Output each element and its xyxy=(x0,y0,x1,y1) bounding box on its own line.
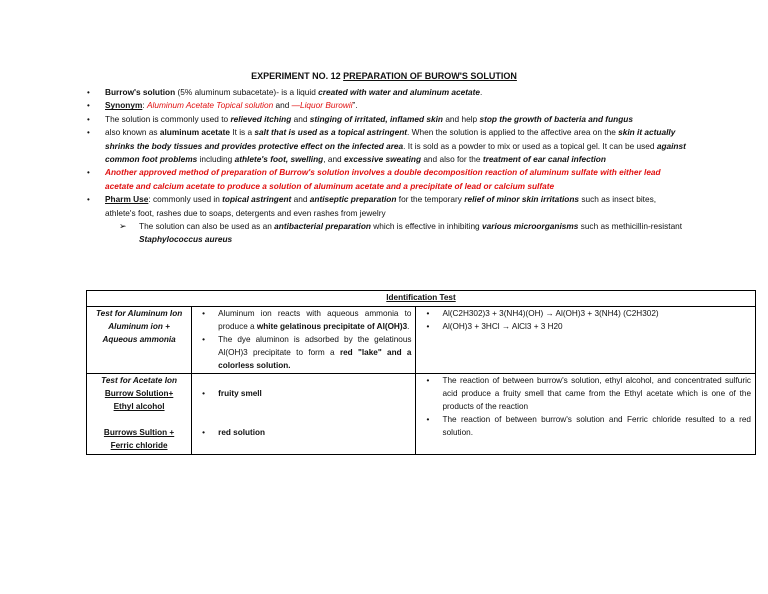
bullet-uses: • The solution is commonly used to relieved itching and stinging of irritated, inflamed skin and help stop the growth of bacteria and fungus xyxy=(86,113,686,126)
title-prefix: EXPERIMENT NO. 12 xyxy=(251,71,344,81)
arrow-bullet-icon: ➢ xyxy=(119,221,127,232)
list-item: • The reaction of between burrow's solution and Ferric chloride resulted to a red solution. xyxy=(426,415,751,438)
bullet-definition: • Burrow's solution (5% aluminum subacetate)- is a liquid created with water and aluminum acetate. xyxy=(86,86,686,99)
aluminum-test-label: Test for Aluminum Ion Aluminum ion + Aqueous ammonia xyxy=(87,306,192,374)
bullet-dot-icon: • xyxy=(202,428,206,438)
list-item: • red solution xyxy=(196,427,411,440)
bullet-dot-icon: • xyxy=(202,334,206,344)
acetate-observations xyxy=(192,374,416,455)
bullet-dot-icon: • xyxy=(87,114,90,124)
title-underlined: PREPARATION OF BUROW'S SOLUTION xyxy=(343,71,517,81)
bullet-astringent: • also known as aluminum acetate It is a salt that is used as a topical astringent. When the solution is applied to the affective area on the skin it actually shrinks the body tissues and provides protective effect on the infected area. It is sold as a powder to mix or used as a topical gel. It can be used against common foot problems including athlete's foot, swelling, and excessive sweating and also for the treatment of ear canal infection xyxy=(87,127,686,165)
list-item: • Al(OH)3 + 3HCl → AlCl3 + 3 H20 xyxy=(420,321,751,334)
bullet-dot-icon: • xyxy=(202,389,206,399)
bullet-dot-icon: • xyxy=(426,321,430,331)
bullet-alternative-method: • Another approved method of preparation of Burrow's solution involves a double decomposition reaction of aluminum sulfate with either lead acetate and calcium acetate to produce a solution of aluminum acetate and a precipitate of lead or calcium sulfate xyxy=(87,167,661,191)
list-item: • The reaction of between burrow's solution, ethyl alcohol, and concentrated sulfuric acid produce a fruity smell that came from the Ethyl acetate which is one of the products of the reaction xyxy=(426,376,751,412)
bullet-list xyxy=(86,86,686,247)
aluminum-observations xyxy=(192,306,416,374)
bullet-dot-icon: • xyxy=(87,128,90,138)
list-item: • fruity smell xyxy=(196,388,411,401)
bullet-dot-icon: • xyxy=(87,88,90,97)
bullet-dot-icon: • xyxy=(87,195,90,205)
table-row-acetate xyxy=(87,374,756,455)
experiment-title xyxy=(0,71,768,81)
bullet-dot-icon: • xyxy=(87,168,90,178)
bullet-dot-icon: • xyxy=(426,376,430,386)
bullet-pharm-use: • Pharm Use: commonly used in topical astringent and antiseptic preparation for the temporary relief of minor skin irritations such as insect bites, athlete's foot, rashes due to soaps, detergents and even rashes from jewelry xyxy=(87,194,657,218)
table-row-aluminum xyxy=(87,306,756,374)
table-header: Identification Test xyxy=(87,291,756,307)
list-item: • Al(C2H302)3 + 3(NH4)(OH) → Al(OH)3 + 3(NH4) (C2H302) xyxy=(420,308,751,321)
aluminum-equations xyxy=(416,306,756,374)
acetate-test-label: Test for Acetate Ion Burrow Solution+ Ethyl alcohol Burrows Sultion + Ferric chloride xyxy=(87,374,192,455)
acetate-explanations xyxy=(416,374,756,455)
identification-table xyxy=(86,290,756,455)
bullet-synonym: • Synonym: Aluminum Acetate Topical solution and —Liquor Burowii”. xyxy=(86,99,686,112)
bullet-dot-icon: • xyxy=(202,308,206,318)
sub-bullet-antibacterial: ➢ The solution can also be used as an antibacterial preparation which is effective in inhibiting various microorganisms such as methicillin-resistant Staphylococcus aureus xyxy=(119,221,683,245)
list-item: • The dye aluminon is adsorbed by the gelatinous Al(OH)3 precipitate to form a red "lake" and a colorless solution. xyxy=(202,334,412,370)
bullet-dot-icon: • xyxy=(426,415,430,425)
bullet-dot-icon: • xyxy=(87,101,90,111)
list-item: • Aluminum ion reacts with aqueous ammonia to produce a white gelatinous precipitate of Al(OH)3. xyxy=(202,308,412,331)
bullet-dot-icon: • xyxy=(426,308,430,318)
